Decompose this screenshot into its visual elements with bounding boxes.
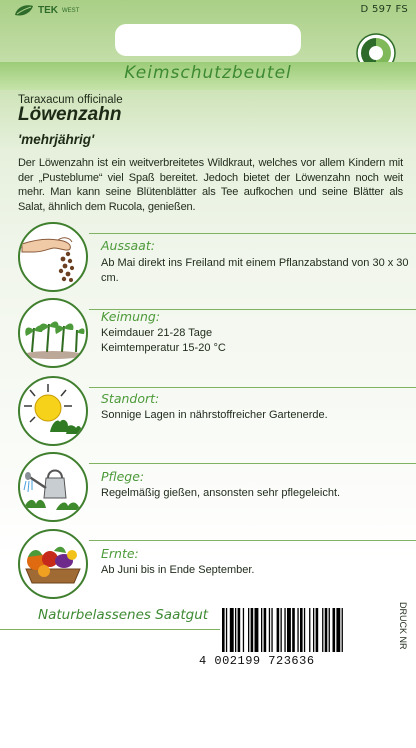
barcode-bar [292,608,295,652]
sun-icon [20,378,86,444]
tek-leaf-icon [13,4,35,17]
barcode-bar [304,608,305,652]
divider [89,540,416,541]
barcode-bar [281,608,282,652]
brand-sub: WEST [62,7,80,14]
plant-name: Löwenzahn [18,104,122,125]
barcode-bar [251,608,254,652]
barcode-bar [261,608,262,652]
barcode-bar [313,608,314,652]
tagline: Naturbelassenes Saatgut [38,607,209,623]
step-title-pflege: Pflege: [101,469,145,484]
barcode-bar [277,608,280,652]
barcode-bar [322,608,323,652]
label-field [115,24,301,56]
latin-name: Taraxacum officinale [18,94,123,106]
barcode-bar [287,608,291,652]
brand-name: TEK [38,5,58,16]
barcode-bar [333,608,336,652]
step-text-keimung-1: Keimdauer 21-28 Tage [101,327,213,339]
barcode-bar [226,608,227,652]
barcode-bar [230,608,234,652]
barcode-bar [222,608,225,652]
germination-circle [18,298,88,368]
care-circle [18,452,88,522]
step-title-ernte: Ernte: [101,546,139,561]
seedlings-icon [20,300,86,366]
article-code: D 597 FS [360,4,408,15]
plant-description: Der Löwenzahn ist ein weitverbreitetes Wildkraut, welches vor allem Kindern mit der „Pusteblume“ viel Spaß bereitet. Jedoch bietet der Löwenzahn noch weit mehr. Man kann seine Blütenblätter als Tee aufkochen und seine Blätter als Salat, ähnlich dem Rucola, genießen. [18,157,403,213]
step-text-keimung-2: Keimtemperatur 15-20 °C [101,342,226,354]
step-text-pflege: Regelmäßig gießen, ansonsten sehr pflegeleicht. [101,487,341,499]
barcode-bar [243,608,244,652]
barcode-bar [297,608,298,652]
sowing-circle [18,222,88,292]
step-title-aussaat: Aussaat: [101,238,155,253]
barcode-bar [329,608,330,652]
step-text-ernte: Ab Juni bis in Ende September. [101,564,255,576]
brand-logo [13,4,79,17]
step-title-keimung: Keimung: [101,309,161,324]
sowing-hand-icon [20,224,86,290]
barcode-bar [271,608,272,652]
barcode-digits: 4 002199 723636 [199,654,315,668]
barcode-bar [309,608,310,652]
barcode-bar [255,608,259,652]
barcode-bar [264,608,267,652]
barcode-bar [300,608,303,652]
barcode-bar [342,608,343,652]
print-number-label: DRUCK NR [398,602,408,650]
divider [89,387,416,388]
barcode-bar [336,608,340,652]
band-title: Keimschutzbeutel [124,63,292,83]
watering-can-icon [20,454,86,520]
barcode-bar [238,608,241,652]
barcode-bar [248,608,249,652]
step-text-standort: Sonnige Lagen in nährstoffreicher Gartenerde. [101,409,328,421]
barcode-bar [325,608,328,652]
step-text-aussaat: Ab Mai direkt ins Freiland mit einem Pflanzabstand von 30 x 30 cm. [101,257,409,284]
barcode-bar [284,608,285,652]
divider [89,463,416,464]
barcode-bar [235,608,236,652]
harvest-basket-icon [20,531,86,597]
plant-variety: 'mehrjährig' [18,132,95,147]
barcode-bar [269,608,270,652]
step-title-standort: Standort: [101,391,160,406]
harvest-circle [18,529,88,599]
barcode-bar [316,608,319,652]
location-circle [18,376,88,446]
divider [89,233,416,234]
